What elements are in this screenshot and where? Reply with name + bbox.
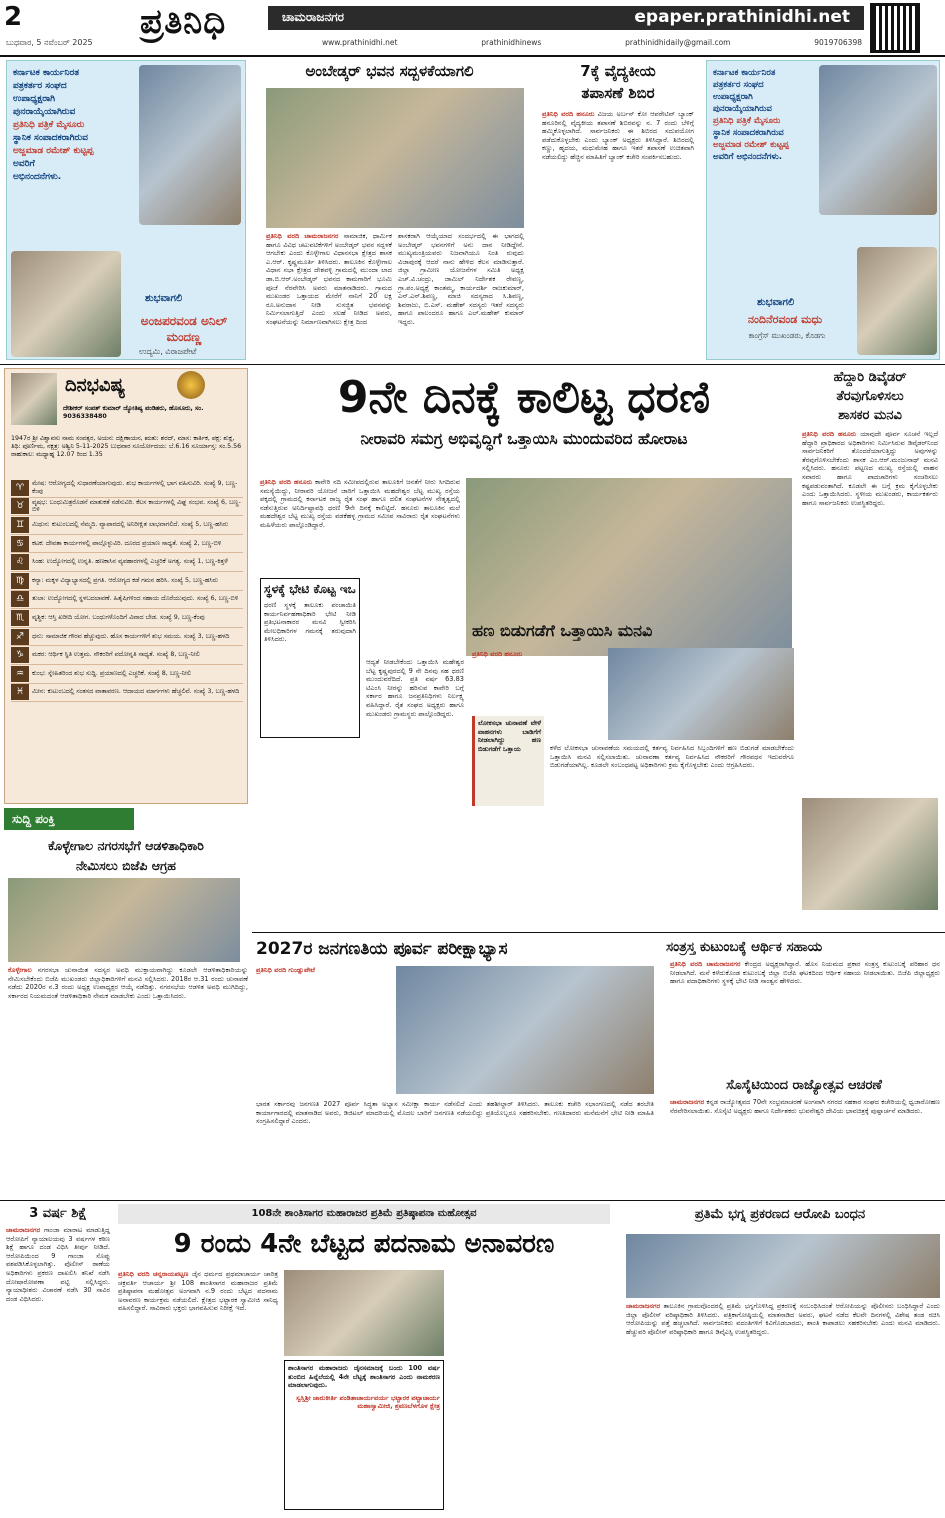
story-rajyotsava: [666, 1076, 942, 1198]
epaper-url[interactable]: epaper.prathinidhi.net: [634, 7, 850, 27]
horoscope-row: [11, 516, 243, 535]
story-health-headline2: ತಪಾಸಣೆ ಶಿಬಿರ: [581, 84, 655, 102]
story-hedari-body: ಯಾವುದೇ ಪೂರ್ವ ಸೂಚನೆ ಇಲ್ಲದೆ ಹೆದ್ದಾರಿ ಪ್ರಾಧಿಕಾರದ ಅಧಿಕಾರಿಗಳು ನಿರ್ಮಿಸಿರುವ ಡಿವೈಡರ್‌ನಿಂದ ಸಾರ್ವಜನಿಕರಿಗೆ ತೊಂದರೆಯಾಗುತ್ತಿದ್ದು ಅವುಗಳನ್ನು ತೆರವುಗೊಳಿಸಬೇಕೆಂದು ಶಾಸಕ ಎಂ.ಆರ್.ಮಂಜುನಾಥ್ ಮನವಿ ಸಲ್ಲಿಸಿದರು. ಹನೂರು ಪಟ್ಟಣದ ಮುಖ್ಯ ರಸ್ತೆಯಲ್ಲಿ ವಾಹನ ಸವಾರರು ಹಾಗೂ ಪಾದಚಾರಿಗಳು ಸಂಚರಿಸಲು ಕಷ್ಟಪಡುವಂತಾಗಿದೆ. ಕೂಡಲೇ ಈ ಬಗ್ಗೆ ಕ್ರಮ ಕೈಗೊಳ್ಳಬೇಕು ಎಂದು ಒತ್ತಾಯಿಸಿದರು. ಸ್ಥಳೀಯ ಮುಖಂಡರು, ಕಾರ್ಯಕರ್ತರು ಹಾಗೂ ಸಾರ್ವಜನಿಕರು ಉಪಸ್ಥಿತರಿದ್ದರು.: [802, 430, 938, 507]
horoscope-signs: [11, 479, 243, 702]
horoscope-text: ಕಟಕ: ದೇವತಾ ಕಾರ್ಯಗಳಲ್ಲಿ ಪಾಲ್ಗೊಳ್ಳುವಿರಿ. ದೂರದ ಪ್ರಯಾಣ ಸಾಧ್ಯತೆ. ಸಂಖ್ಯೆ 2, ಬಣ್ಣ-ಬಿಳಿ: [32, 539, 222, 547]
story-rajyotsava-place: ಚಾಮರಾಜನಗರ: [670, 1098, 705, 1106]
ad-left-line6: ಸ್ಥಾನಿಕ ಸಂಪಾದಕರಾಗಿರುವ: [13, 133, 88, 143]
story-bjp-headline1: ಕೊಳ್ಳೇಗಾಲ ನಗರಸಭೆಗೆ ಆಡಳಿತಾಧಿಕಾರಿ: [48, 838, 204, 853]
ad-right-line3: ಉಪಾಧ್ಯಕ್ಷರಾಗಿ: [713, 92, 753, 102]
horoscope-emblem-icon: [177, 371, 205, 399]
horoscope-row: [11, 665, 243, 684]
story-aid-body: ಕೇಂದ್ರದ ಅಧ್ಯಕ್ಷರಾಗಿದ್ದಾರೆ. ಹೊಸ ನಿಯಮದ ಪ್ರಕಾರ ಸಂತ್ರಸ್ತ ಕುಟುಂಬಕ್ಕೆ ಪರಿಹಾರ ಧನ ನೀಡಲಾಗಿದೆ. ಮನೆ ಕಳೆದುಕೊಂಡ ಕುಟುಂಬಕ್ಕೆ ಜಿಲ್ಲಾ ಬಿಜೆಪಿ ಘಟಕದಿಂದ ಆರ್ಥಿಕ ಸಹಾಯ ನೀಡಲಾಯಿತು. ಬಿಜೆಪಿ ಜಿಲ್ಲಾಧ್ಯಕ್ಷರು ಹಾಗೂ ಪದಾಧಿಕಾರಿಗಳು ಸ್ಥಳಕ್ಕೆ ಭೇಟಿ ನೀಡಿ ಸಾಂತ್ವನ ಹೇಳಿದರು.: [670, 960, 940, 986]
story-aid-byline: ಪ್ರತಿನಿಧಿ ವರದಿ: [670, 960, 703, 968]
story-hedari-place: ಹನೂರು: [838, 430, 857, 438]
page-number: 2: [4, 2, 23, 32]
section-banner: ಸುದ್ದಿ ಪಂಕ್ತಿ: [4, 808, 134, 830]
contact-line: [322, 38, 862, 47]
ad-right-line6: ಸ್ಥಾನಿಕ ಸಂಪಾದಕರಾಗಿರುವ: [713, 128, 784, 138]
story-hana-quote-text: ಲೋಕಸಭಾ ಚುನಾವಣೆ ವೇಳೆ ವಾಹನಗಳು ಬಾಡಿಗೆಗೆ ನೀಡಲಾಗಿದ್ದು ಹಣ ಬಿಡುಗಡೆಗೆ ಒತ್ತಾಯ: [478, 719, 541, 753]
horoscope-text: ಧನು: ಸಾಮಾಜಿಕ ಗೌರವ ಹೆಚ್ಚುವುದು. ಹೊಸ ಕಾರ್ಯಗಳಿಗೆ ಶುಭ ಸಮಯ. ಸಂಖ್ಯೆ 3, ಬಣ್ಣ-ಹಳದಿ: [32, 632, 230, 640]
ad-left-portrait: [139, 65, 241, 225]
horoscope-row: [11, 498, 243, 517]
story-health: [538, 60, 698, 360]
horoscope-row: [11, 684, 243, 703]
story-betta-photo: [284, 1270, 444, 1356]
story-health-headline1: 7ಕ್ಕೆ ವೈದ್ಯಕೀಯ: [580, 62, 656, 80]
story-ambedkar-photo: [266, 88, 524, 228]
story-aid-headline: ಸಂತ್ರಸ್ತ ಕುಟುಂಬಕ್ಕೆ ಆರ್ಥಿಕ ಸಹಾಯ: [666, 939, 823, 955]
story-hedari-headline2: ತೆರವುಗೊಳಿಸಲು: [836, 389, 904, 404]
ad-left-wish: ಶುಭವಾಗಲಿ: [145, 293, 183, 304]
story-shiksha-body: ಗಾಂಜಾ ಮಾರಾಟ ಮಾಡುತ್ತಿದ್ದ ಆರೋಪಿಗೆ ನ್ಯಾಯಾಲಯವು 3 ವರ್ಷಗಳ ಕಠಿಣ ಶಿಕ್ಷೆ ಹಾಗೂ ದಂಡ ವಿಧಿಸಿ ತೀರ್ಪು ನೀಡಿದೆ. ಆರೋಪಿಯಿಂದ 9 ಗಾಂಜಾ ಸೊಪ್ಪು ವಶಪಡಿಸಿಕೊಳ್ಳಲಾಗಿತ್ತು. ಪೊಲೀಸ್ ಠಾಣೆಯ ಅಧಿಕಾರಿಗಳು ಪ್ರಕರಣ ದಾಖಲಿಸಿ ತನಿಖೆ ನಡೆಸಿ ದೋಷಾರೋಪಣಾ ಪಟ್ಟಿ ಸಲ್ಲಿಸಿದ್ದರು. ನ್ಯಾಯಾಧೀಶರು ವಿಚಾರಣೆ ನಡೆಸಿ 30 ಸಾವಿರ ದಂಡ ವಿಧಿಸಿದರು.: [6, 1226, 110, 1303]
zodiac-sign-icon: ♒: [11, 666, 29, 682]
story-bjp-body: ನಗರಸಭಾ ಚುನಾಯಿತ ಸದಸ್ಯರ ಅವಧಿ ಮುಕ್ತಾಯವಾಗಿದ್ದು ಕೂಡಲೇ ಆಡಳಿತಾಧಿಕಾರಿಯನ್ನು ನೇಮಿಸಬೇಕೆಂದು ಬಿಜೆಪಿ ಮುಖಂಡರು ಜಿಲ್ಲಾಧಿಕಾರಿಗಳಿಗೆ ಮನವಿ ಸಲ್ಲಿಸಿದರು. 2018ರ ಆ.31 ರಂದು ಚುನಾವಣೆ ನಡೆದು 2020ರ ನ.3 ರಂದು ಅಧ್ಯಕ್ಷ ಉಪಾಧ್ಯಕ್ಷರ ಆಯ್ಕೆ ನಡೆದಿತ್ತು. ನಗರಸಭೆಯ ಆಡಳಿತ ಅವಧಿ ಮುಗಿದಿದ್ದು, ಸರ್ಕಾರದ ನಿಯಮದಂತೆ ಆಡಳಿತಾಧಿಕಾರಿ ನೇಮಕ ಮಾಡಬೇಕು ಎಂದು ಒತ್ತಾಯಿಸಿದರು.: [8, 966, 248, 1000]
ad-left-line3: ಉಪಾಧ್ಯಕ್ಷರಾಗಿ: [13, 94, 56, 104]
story-hana-body: ಕಳೆದ ಲೋಕಸಭಾ ಚುನಾವಣೆಯ ಸಮಯದಲ್ಲಿ ಕರ್ತವ್ಯ ನಿರ್ವಹಿಸಿದ ಸಿಬ್ಬಂದಿಗಳಿಗೆ ಹಣ ಬಿಡುಗಡೆ ಮಾಡಬೇಕೆಂದು ಒತ್ತಾಯಿಸಿ ಮನವಿ ಸಲ್ಲಿಸಲಾಯಿತು. ಚುನಾವಣಾ ಕರ್ತವ್ಯ ನಿರ್ವಹಿಸಿದ ನೌಕರರಿಗೆ ಗೌರವಧನ ಇದುವರೆಗೂ ಬಿಡುಗಡೆಯಾಗಿಲ್ಲ. ಕೂಡಲೇ ಸಂಬಂಧಪಟ್ಟ ಅಧಿಕಾರಿಗಳು ಕ್ರಮ ಕೈಗೊಳ್ಳಬೇಕು ಎಂದು ಆಗ್ರಹಿಸಿದರು.: [550, 744, 794, 770]
zodiac-sign-icon: ♎: [11, 591, 29, 607]
zodiac-sign-icon: ♏: [11, 610, 29, 626]
ad-right-sponsor-title: ಕಾಂಗ್ರೆಸ್ ಮುಖಂಡರು, ಕೊಡಗು: [748, 331, 826, 340]
ad-left-line8: ಅಭಿನಂದನೆಗಳು.: [13, 172, 62, 182]
story-shiksha: [4, 1204, 112, 1514]
lead-headline: 9ನೇ ದಿನಕ್ಕೆ ಕಾಲಿಟ್ಟ ಧರಣಿ: [337, 372, 711, 423]
horoscope-text: ಮಕರ: ಆರ್ಥಿಕ ಸ್ಥಿತಿ ಉತ್ತಮ. ನೌಕರರಿಗೆ ಪದೋನ್ನತಿ ಸಾಧ್ಯತೆ. ಸಂಖ್ಯೆ 8, ಬಣ್ಣ-ನೀಲಿ: [32, 651, 200, 659]
email-link[interactable]: prathinidhidaily@gmail.com: [625, 38, 731, 47]
horoscope-text: ಮೀನ: ಕುಟುಂಬದಲ್ಲಿ ಸಂತಸದ ವಾತಾವರಣ. ಆದಾಯದ ಮಾರ್ಗಗಳು ಹೆಚ್ಚಲಿವೆ. ಸಂಖ್ಯೆ 3, ಬಣ್ಣ-ಹಳದಿ: [32, 688, 240, 696]
ad-left-name: ಅಜ್ಜಮಾಡ ರಮೇಶ್ ಕುಟ್ಟಪ್ಪ: [13, 146, 94, 156]
ad-right-sponsor-photo: [857, 247, 937, 355]
astrologer-photo: [11, 373, 57, 425]
horoscope-text: ವೃಷಭ: ಬಂಧುಮಿತ್ರರೊಡನೆ ಮಾತುಕತೆ ನಡೆಸುವಿರಿ. ಕೆಲಸ ಕಾರ್ಯಗಳಲ್ಲಿ ವಿಘ್ನ ಸಂಭವ. ಸಂಖ್ಯೆ 6, ಬಣ್ಣ-ಬಿಳಿ: [32, 498, 241, 514]
phone-number: 9019706398: [814, 38, 862, 47]
horoscope-row: [11, 572, 243, 591]
horoscope-row: [11, 553, 243, 572]
story-betta-body: ಜೈನ ಧರ್ಮದ ಪ್ರಥಮಾಚಾರ್ಯ ಚಾರಿತ್ರ ಚಕ್ರವರ್ತಿ ಆಚಾರ್ಯ ಶ್ರೀ 108 ಶಾಂತಿಸಾಗರ ಮಹಾರಾಜರ ಪ್ರತಿಮೆ ಪ್ರತಿಷ್ಠಾಪನಾ ಮಹೋತ್ಸವ ಅಂಗವಾಗಿ ನ.9 ರಂದು ಬೆಟ್ಟದ ಪದನಾಮ ಅನಾವರಣ ಕಾರ್ಯಕ್ರಮ ನಡೆಯಲಿದೆ. ಕ್ಷೇತ್ರದ ಭಟ್ಟಾರಕ ಸ್ವಾಮೀಜಿ ಸಾನಿಧ್ಯ ವಹಿಸಲಿದ್ದಾರೆ. ಸಾವಿರಾರು ಭಕ್ತರು ಭಾಗವಹಿಸುವ ನಿರೀಕ್ಷೆ ಇದೆ.: [118, 1270, 278, 1313]
date-line: ಬುಧವಾರ, 5 ನವೆಂಬರ್ 2025: [6, 38, 93, 47]
horoscope-row: [11, 628, 243, 647]
lead-box: [260, 578, 360, 738]
ad-left-sponsor-title: ಉದ್ಯಮಿ, ವಿರಾಜಪೇಟೆ: [139, 347, 197, 356]
story-ambedkar-byline: ಪ್ರತಿನಿಧಿ ವರದಿ: [266, 232, 300, 240]
ad-right-line4: ಪುನರಾಯ್ಕೆಯಾಗಿರುವ: [713, 104, 772, 114]
lead-body2: ಆದ್ಯತೆ ನೀಡಬೇಕೆಂದು ಒತ್ತಾಯಿಸಿ ಮಹೇಶ್ವರ ಬೆಟ್ಟ ಕೃಷ್ಣಪುರದಲ್ಲಿ 9 ನೇ ದಿನವು ಸಹ ಧರಣಿ ಮುಂದುವರೆದಿದೆ. ಪ್ರತಿ ವರ್ಷ 63.83 ಟಿಎಂಸಿ ನೀರನ್ನು ಹರಿಸುವ ಕಾವೇರಿ ಬಗ್ಗೆ ಸರ್ಕಾರ ಹಾಗೂ ಜನಪ್ರತಿನಿಧಿಗಳು ನಿರ್ಲಕ್ಷ್ಯ ವಹಿಸಿದ್ದಾರೆ. ರೈತ ಸಂಘದ ಅಧ್ಯಕ್ಷರು ಹಾಗೂ ಮುಖಂಡರು ಗ್ರಾಮಸ್ಥರು ಪಾಲ್ಗೊಂಡಿದ್ದರು.: [366, 658, 464, 718]
story-aid: [666, 936, 942, 1072]
story-betta: [118, 1204, 610, 1514]
story-hana: [472, 620, 794, 926]
story-hana-photo: [608, 648, 794, 740]
lead-subheadline: ನೀರಾವರಿ ಸಮಗ್ರ ಅಭಿವೃದ್ಧಿಗೆ ಒತ್ತಾಯಿಸಿ ಮುಂದುವರಿದ ಹೋರಾಟ: [360, 430, 688, 448]
horoscope-text: ತುಲಾ: ಉದ್ಯೋಗದಲ್ಲಿ ಸ್ಥಳಬದಲಾವಣೆ. ಹಿತೈಷಿಗಳಿಂದ ಸಹಾಯ ದೊರೆಯುವುದು. ಸಂಖ್ಯೆ 6, ಬಣ್ಣ-ಬಿಳಿ: [32, 595, 239, 603]
story-census-byline: ಪ್ರತಿನಿಧಿ ವರದಿ: [256, 966, 287, 974]
story-arrest-body: ತಾಲೂಕಿನ ಗ್ರಾಮವೊಂದರಲ್ಲಿ ಪ್ರತಿಮೆ ಭಗ್ನಗೊಳಿಸಿದ್ದ ಪ್ರಕರಣಕ್ಕೆ ಸಂಬಂಧಿಸಿದಂತೆ ಆರೋಪಿಯನ್ನು ಪೊಲೀಸರು ಬಂಧಿಸಿದ್ದಾರೆ ಎಂದು ಜಿಲ್ಲಾ ಪೊಲೀಸ್ ವರಿಷ್ಠಾಧಿಕಾರಿ ತಿಳಿಸಿದರು. ಪತ್ರಿಕಾಗೋಷ್ಠಿಯಲ್ಲಿ ಮಾತನಾಡಿದ ಅವರು, ಘಟನೆ ನಡೆದ ಕೆಲವೇ ದಿನಗಳಲ್ಲಿ ವಿಶೇಷ ತಂಡ ರಚಿಸಿ ಆರೋಪಿಯನ್ನು ಪತ್ತೆ ಹಚ್ಚಲಾಗಿದೆ. ಸಾರ್ವಜನಿಕರು ವದಂತಿಗಳಿಗೆ ಕಿವಿಗೊಡಬಾರದು, ಶಾಂತಿ ಕಾಪಾಡಲು ಸಹಕರಿಸಬೇಕು ಎಂದು ಮನವಿ ಮಾಡಿದರು. ಹೆಚ್ಚುವರಿ ಪೊಲೀಸ್ ವರಿಷ್ಠಾಧಿಕಾರಿ ಹಾಗೂ ಡಿವೈಎಸ್ಪಿ ಉಪಸ್ಥಿತರಿದ್ದರು.: [626, 1302, 940, 1336]
story-hana-place: ಹನೂರು: [504, 650, 523, 658]
story-health-place: ಹನೂರು: [576, 110, 595, 118]
ad-left-line1: ಕರ್ನಾಟಕ ಕಾರ್ಯನಿರತ: [13, 68, 80, 78]
ad-right-line7: ಅವರಿಗೆ ಅಭಿನಂದನೆಗಳು.: [713, 152, 782, 162]
story-betta-kicker: 108ನೇ ಶಾಂತಿಸಾಗರ ಮಹಾರಾಜರ ಪ್ರತಿಮೆ ಪ್ರತಿಷ್ಠಾಪನಾ ಮಹೋತ್ಸವ: [118, 1204, 610, 1224]
story-ambedkar-place: ಚಾಮರಾಜನಗರ: [304, 232, 339, 240]
story-bjp-photo: [8, 878, 240, 962]
story-hana-headline: ಹಣ ಬಿಡುಗಡೆಗೆ ಒತ್ತಾಯಿಸಿ ಮನವಿ: [472, 621, 653, 640]
zodiac-sign-icon: ♍: [11, 573, 29, 589]
story-arrest-headline: ಪ್ರತಿಮೆ ಭಗ್ನ ಪ್ರಕರಣದ ಆರೋಪಿ ಬಂಧನ: [694, 1207, 866, 1222]
story-rajyotsava-body: ಕನ್ನಡ ರಾಜ್ಯೋತ್ಸವದ 70ನೇ ಸಂಭ್ರಮಾಚರಣೆ ಅಂಗವಾಗಿ ನಗರದ ಸಹಕಾರ ಸಂಘದ ಕಚೇರಿಯಲ್ಲಿ ಧ್ವಜಾರೋಹಣ ನೆರವೇರಿಸಲಾಯಿತು. ಸೊಸೈಟಿ ಅಧ್ಯಕ್ಷರು ಹಾಗೂ ನಿರ್ದೇಶಕರು ಭುವನೇಶ್ವರಿ ದೇವಿಯ ಭಾವಚಿತ್ರಕ್ಕೆ ಪುಷ್ಪಾರ್ಚನೆ ಮಾಡಿದರು.: [670, 1098, 940, 1115]
story-betta-col3: [450, 1270, 610, 1510]
horoscope-text: ಕನ್ಯಾ: ಮಕ್ಕಳ ವಿದ್ಯಾಭ್ಯಾಸದಲ್ಲಿ ಪ್ರಗತಿ. ಆರೋಗ್ಯದ ಕಡೆ ಗಮನ ಹರಿಸಿ. ಸಂಖ್ಯೆ 5, ಬಣ್ಣ-ಹಸಿರು: [32, 576, 218, 584]
story-betta-place: ಚನ್ನರಾಯಪಟ್ಟಣ: [152, 1270, 189, 1278]
horoscope-row: [11, 479, 243, 498]
story-census: [256, 936, 656, 1198]
horoscope-text: ಮಿಥುನ: ಕುಟುಂಬದಲ್ಲಿ ನೆಮ್ಮದಿ. ವ್ಯಾಪಾರದಲ್ಲಿ ಅನಿರೀಕ್ಷಿತ ಲಾಭವಾಗಲಿದೆ. ಸಂಖ್ಯೆ 5, ಬಣ್ಣ-ಹಸಿರು: [32, 521, 229, 529]
story-rajyotsava-headline: ಸೊಸೈಟಿಯಿಂದ ರಾಜ್ಯೋತ್ಸವ ಆಚರಣೆ: [726, 1078, 882, 1093]
horoscope-row: [11, 609, 243, 628]
ad-left: [6, 60, 246, 360]
story-health-body: ವಿಜಯ ಅರ್ಬನ್ ಕೋ ಆಪರೇಟಿವ್ ಬ್ಯಾಂಕ್ ಹನೂರಿನಲ್ಲಿ ವೈದ್ಯಕೀಯ ತಪಾಸಣೆ ಶಿಬಿರವನ್ನು ನ. 7 ರಂದು ಬೆಳಿಗ್ಗೆ ಹಮ್ಮಿಕೊಳ್ಳಲಾಗಿದೆ. ಸಾರ್ವಜನಿಕರು ಈ ಶಿಬಿರದ ಸದುಪಯೋಗ ಪಡೆದುಕೊಳ್ಳಬೇಕು ಎಂದು ಬ್ಯಾಂಕ್ ಅಧ್ಯಕ್ಷರು ತಿಳಿಸಿದ್ದಾರೆ. ಶಿಬಿರದಲ್ಲಿ ಕಣ್ಣು, ಹೃದಯ, ಮಧುಮೇಹ ಹಾಗೂ ಇತರೆ ತಪಾಸಣೆ ಉಚಿತವಾಗಿ ನಡೆಯಲಿದ್ದು ಹೆಚ್ಚಿನ ಮಾಹಿತಿಗೆ ಬ್ಯಾಂಕ್ ಕಚೇರಿ ಸಂಪರ್ಕಿಸಬಹುದು.: [542, 110, 694, 161]
ad-right-line1: ಕರ್ನಾಟಕ ಕಾರ್ಯನಿರತ: [713, 68, 776, 78]
story-bjp-text: [8, 966, 248, 1192]
story-hedari-photo: [802, 798, 938, 910]
story-hedari-headline3: ಶಾಸಕರ ಮನವಿ: [838, 408, 902, 423]
horoscope-row: [11, 535, 243, 554]
story-hana-quote: [472, 716, 544, 806]
ad-right-line5: ಪ್ರತಿನಿಧಿ ಪತ್ರಿಕೆ ಮೈಸೂರು: [713, 116, 781, 126]
ad-left-line5: ಪ್ರತಿನಿಧಿ ಪತ್ರಿಕೆ ಮೈಸೂರು: [13, 120, 85, 130]
lead-byline: ಪ್ರತಿನಿಧಿ ವರದಿ: [260, 478, 292, 486]
horoscope-text: ವೃಶ್ಚಿಕ: ಆಸ್ತಿ ಖರೀದಿ ಯೋಗ. ಬಂಧುಗಳೊಂದಿಗೆ ವಿವಾದ ಬೇಡ. ಸಂಖ್ಯೆ 9, ಬಣ್ಣ-ಕೆಂಪು: [32, 614, 205, 622]
story-shiksha-headline: 3 ವರ್ಷ ಶಿಕ್ಷೆ: [29, 1206, 87, 1221]
zodiac-sign-icon: ♋: [11, 536, 29, 552]
story-census-headline: 2027ರ ಜನಗಣತಿಯ ಪೂರ್ವ ಪರೀಕ್ಷಾಭ್ಯಾಸ: [256, 939, 508, 959]
horoscope-title: ದಿನಭವಿಷ್ಯ: [65, 375, 126, 396]
zodiac-sign-icon: ♊: [11, 517, 29, 533]
zodiac-sign-icon: ♈: [11, 480, 29, 496]
story-arrest: [618, 1204, 942, 1514]
story-census-body: ಭಾರತ ಸರ್ಕಾರವು ಜನಗಣತಿ 2027 ಪೂರ್ವ ಸಿದ್ಧತಾ ಅಭ್ಯಾಸ ಸಮೀಕ್ಷಾ ಕಾರ್ಯ ನಡೆಸಲಿದೆ ಎಂದು ತಹಶೀಲ್ದಾರ್ ತಿಳಿಸಿದರು. ತಾಲೂಕು ಕಚೇರಿ ಸಭಾಂಗಣದಲ್ಲಿ ನಡೆದ ತರಬೇತಿ ಕಾರ್ಯಾಗಾರದಲ್ಲಿ ಮಾತನಾಡಿದ ಅವರು, ಡಿಜಿಟಲ್ ಮಾದರಿಯಲ್ಲಿ ಮೊದಲ ಬಾರಿಗೆ ಜನಗಣತಿ ನಡೆಯಲಿದ್ದು ಪ್ರತಿಯೊಬ್ಬರೂ ಸಹಕರಿಸಬೇಕು. ಗಣತಿದಾರರು ಮನೆಮನೆಗೆ ಭೇಟಿ ನೀಡಿ ಮಾಹಿತಿ ಸಂಗ್ರಹಿಸಲಿದ್ದಾರೆ ಎಂದರು.: [256, 1100, 654, 1126]
story-betta-quote: [284, 1360, 444, 1510]
astrologer-info: ದೇಶೀಕರ್ ಸಂಪತ್ ಕುಮಾರ್ ಜ್ಯೋತಿಷ್ಯ ಪಂಡಿತರು, ಹೊಸೂರು, ಸಂ. 9036338480: [63, 405, 204, 420]
ad-left-line2: ಪತ್ರಕರ್ತರ ಸಂಘದ: [13, 81, 67, 91]
story-betta-quote-author: ಸ್ವಸ್ತಿಶ್ರೀ ಚಾರುಕೀರ್ತಿ ಪಂಡಿತಾಚಾರ್ಯವರ್ಯ ಭಟ್ಟಾರಕ ಪಟ್ಟಾಚಾರ್ಯ ಮಹಾಸ್ವಾಮೀಜಿ, ಶ್ರವಣಬೆಳಗೊಳ ಕ್ಷೇತ್ರ: [296, 1393, 440, 1411]
horoscope-text: ಸಿಂಹ: ಉದ್ಯೋಗದಲ್ಲಿ ಉನ್ನತಿ. ಹಣಕಾಸಿನ ವ್ಯವಹಾರಗಳಲ್ಲಿ ಎಚ್ಚರಿಕೆ ಅಗತ್ಯ. ಸಂಖ್ಯೆ 1, ಬಣ್ಣ-ಕಿತ್ತಳೆ: [32, 558, 228, 566]
zodiac-sign-icon: ♌: [11, 554, 29, 570]
edition-name: ಚಾಮರಾಜನಗರ: [282, 10, 345, 24]
story-betta-quote-text: ಶಾಂತಿಸಾಗರ ಮಹಾರಾಜರು ಜೈನಸಮಾಜಕ್ಕೆ ಬಂದು 100 ವರ್ಷ ತುಂಬಿದ ಹಿನ್ನೆಲೆಯಲ್ಲಿ 4ನೇ ಬೆಟ್ಟಕ್ಕೆ ಶಾಂತಿಸಾಗರ ಎಂದು ನಾಮಕರಣ ಮಾಡಲಾಗುವುದು.: [288, 1364, 440, 1390]
lead-body1: ಕಾವೇರಿ ನದಿ ಸಮೀಪದಲ್ಲಿರುವ ತಾಲೂಕಿಗೆ ಜನತೆಗೆ ನೀರು ಸಿಗದಿರುವ ಸಮಸ್ಯೆಯಿದ್ದು, ನೀರಾವರಿ ಯೋಜನೆ ಜಾರಿಗೆ ಒತ್ತಾಯಿಸಿ ಮಹದೇಶ್ವರ ಬೆಟ್ಟ ಮುಖ್ಯ ರಸ್ತೆಯ ಪಕ್ಕದಲ್ಲಿ ಗ್ರಾಮದಲ್ಲಿ ಕರ್ನಾಟಕ ರಾಜ್ಯ ರೈತ ಸಂಘ ಹಾಗೂ ದಲಿತ ಸಂಘಟನೆಗಳ ನೇತೃತ್ವದಲ್ಲಿ ನಡೆಸುತ್ತಿರುವ ಅನಿರ್ದಿಷ್ಟಾವಧಿ ಧರಣಿ 9ನೇ ದಿನಕ್ಕೆ ಕಾಲಿಟ್ಟಿದೆ. ಹನೂರು ತಾಲೂಕಿನ ಮಲೆ ಮಹದೇಶ್ವರ ಬೆಟ್ಟ ಮುಖ್ಯ ರಸ್ತೆಯ ವಡಕೆಹಳ್ಳ ಗ್ರಾಮದ ಸಮೀಪ ಸಾವಿರಾರು ರೈತ ಸಂಘಟನೆಗಳು ಮಹಿಳೆಯರು ಪಾಲ್ಗೊಂಡಿದ್ದಾರೆ.: [260, 478, 460, 529]
horoscope: [4, 368, 248, 804]
story-ambedkar-headline: ಅಂಬೇಡ್ಕರ್ ಭವನ ಸದ್ಬಳಕೆಯಾಗಲಿ: [305, 62, 474, 80]
story-shiksha-place: ಚಾಮರಾಜನಗರ: [6, 1226, 41, 1234]
zodiac-sign-icon: ♐: [11, 629, 29, 645]
ad-right-wish: ಶುಭವಾಗಲಿ: [757, 297, 795, 308]
ad-left-sponsor-photo: [11, 251, 121, 357]
website-link[interactable]: www.prathinidhi.net: [322, 38, 398, 47]
edition-bar: [268, 6, 864, 30]
masthead-logo: ಪ್ರತಿನಿಧಿ: [140, 2, 227, 42]
story-arrest-photo: [626, 1234, 940, 1298]
story-hana-byline: ಪ್ರತಿನಿಧಿ ವರದಿ: [472, 650, 503, 658]
story-health-byline: ಪ್ರತಿನಿಧಿ ವರದಿ: [542, 110, 574, 118]
story-bjp-byline: ಕೊಳ್ಳೇಗಾಲ: [8, 966, 32, 974]
story-hedari: [800, 368, 940, 928]
ad-right-name: ಅಜ್ಜಮಾಡ ರಮೇಶ್ ಕುಟ್ಟಪ್ಪ: [713, 140, 789, 150]
story-hedari-byline: ಪ್ರತಿನಿಧಿ ವರದಿ: [802, 430, 835, 438]
story-bjp-headline2: ನೇಮಿಸಲು ಬಿಜೆಪಿ ಆಗ್ರಹ: [76, 858, 176, 873]
horoscope-row: [11, 646, 243, 665]
zodiac-sign-icon: ♓: [11, 684, 29, 700]
ad-right-portrait: [819, 65, 937, 215]
ad-left-line4: ಪುನರಾಯ್ಕೆಯಾಗಿರುವ: [13, 107, 76, 117]
ad-right-line2: ಪತ್ರಕರ್ತರ ಸಂಘದ: [713, 80, 764, 90]
zodiac-sign-icon: ♑: [11, 647, 29, 663]
lead-box-title: ಸ್ಥಳಕ್ಕೆ ಭೇಟಿ ಕೊಟ್ಟ ಇಒ: [264, 582, 356, 596]
zodiac-sign-icon: ♉: [11, 498, 29, 514]
ad-right-sponsor: ನಂದಿನೆರವಂಡ ಮಧು: [747, 313, 823, 326]
story-ambedkar-col2: ಶಾಸಕರಾಗಿ ಆಯ್ಕೆಯಾದ ಸಂದರ್ಭದಲ್ಲಿ ಈ ಭಾಗದಲ್ಲಿ ಅಂಬೇಡ್ಕರ್ ಭವನಗಳಿಗೆ ಅನು ದಾನ ನೀಡಿದ್ದೇನೆ. ಮುಖ್ಯಮಂತ್ರಿಯವರು ನಿಜವಾಗಿಯೂ ನಿಂತಿ ರುವುದು ವಿಜಾಪುರಕ್ಕೆ ಆದರೆ ನಾನು ಹೇಳಿದ ಕೆಲಸ ಮಾಡಿಸುತ್ತಾರೆ. ಜಿಲ್ಲಾ ಗ್ರಾಮೀಣ ಯೋಜನೆಗಳ ಸಮಿತಿ ಅಧ್ಯಕ್ಷ ಎಚ್.ವಿ.ಚಂದ್ರು, ಜಾಮಿಲ್ ನಿರ್ದೇಶಕ ರೇವಣ್ಣ, ಗ್ರಾ.ಪಂ.ಅಧ್ಯಕ್ಷೆ ಕಾಂತಮ್ಮ, ಕಾರ್ಯದರ್ಶಿ ರಾಜಕುಮಾರ್, ಎನ್.ಎನ್.ಶಿವಣ್ಣ, ಮಾಜಿ ಸದಸ್ಯರಾದ ಸಿ.ಶಿವಣ್ಣ, ಶಿವರಾಜು, ಬಿ.ಎಸ್. ಮಹೇಶ್ ಸದಸ್ಯರು ಇತರೆ ಸದಸ್ಯರು ಹಾಗೂ ಪಾಲಂದರೂ ಹಾಗೂ ಎಲ್.ಮಹೇಶ್ ಕುಮಾರ್ ಇದ್ದರು.: [398, 232, 524, 326]
masthead: [0, 0, 945, 56]
social-handle[interactable]: prathinidhinews: [481, 38, 542, 47]
story-hedari-headline1: ಹೆದ್ದಾರಿ ಡಿವೈಡರ್: [833, 370, 907, 385]
ad-left-sponsor: ಅಂಜಪರವಂಡ ಅನಿಲ್ ಮಂದಣ್ಣ: [140, 314, 228, 344]
story-census-place: ಗುಂಡ್ಲುಪೇಟೆ: [288, 966, 315, 974]
story-aid-place: ಚಾಮರಾಜನಗರ: [706, 960, 741, 968]
horoscope-text: ಮೇಷ: ಆರೋಗ್ಯದಲ್ಲಿ ಸುಧಾರಣೆಯಾಗುವುದು. ಶುಭ ಕಾರ್ಯಗಳಲ್ಲಿ ಭಾಗ ವಹಿಸುವಿರಿ. ಸಂಖ್ಯೆ 9, ಬಣ್ಣ-ಕೆಂಪು: [32, 480, 238, 495]
story-arrest-place: ಚಾಮರಾಜನಗರ: [626, 1302, 661, 1310]
lead-place: ಹನೂರು: [294, 478, 313, 486]
story-betta-byline: ಪ್ರತಿನಿಧಿ ವರದಿ: [118, 1270, 150, 1278]
panchanga: 1947ರ ಶ್ರೀ ವಿಶ್ವಾವಸು ನಾಮ ಸಂವತ್ಸರ, ಅಯನ: ದಕ್ಷಿಣಾಯನ, ಋತು: ಶರದ್, ಮಾಸ: ಕಾರ್ತಿಕ, ಪಕ್ಷ: ಶುಕ್ಲ, ತಿಥಿ: ಪೂರ್ಣಿಮ, ನಕ್ಷತ್ರ: ಅಶ್ವಿನಿ 5-11-2025 ಬುಧವಾರ ಸೂರ್ಯೋದಯ: ಬೆ.6.16 ಸೂರ್ಯಾಸ್ತ: ಸಂ.5.56 ರಾಹುಕಾಲ: ಮಧ್ಯಾಹ್ನ 12.07 ರಿಂದ 1.35: [11, 435, 242, 458]
story-census-photo: [396, 966, 654, 1094]
story-ambedkar: [252, 60, 527, 360]
lead-box-body: ಧರಣಿ ಸ್ಥಳಕ್ಕೆ ತಾಲೂಕು ಪಂಚಾಯಿತಿ ಕಾರ್ಯನಿರ್ವಹಣಾಧಿಕಾರಿ ಭೇಟಿ ನೀಡಿ ಪ್ರತಿಭಟನಾಕಾರರ ಮನವಿ ಸ್ವೀಕರಿಸಿ ಮೇಲಧಿಕಾರಿಗಳ ಗಮನಕ್ಕೆ ತರುವುದಾಗಿ ತಿಳಿಸಿದರು.: [264, 601, 356, 644]
horoscope-row: [11, 591, 243, 610]
horoscope-text: ಕುಂಭ: ಸ್ನೇಹಿತರಿಂದ ಶುಭ ಸುದ್ದಿ. ಪ್ರಯಾಣದಲ್ಲಿ ಎಚ್ಚರಿಕೆ. ಸಂಖ್ಯೆ 8, ಬಣ್ಣ-ನೀಲಿ: [32, 669, 191, 677]
ad-left-line7: ಅವರಿಗೆ: [13, 159, 35, 169]
ad-right: [706, 60, 940, 360]
story-ambedkar-col1: ಸಾಮಾಜಿಕ, ಧಾರ್ಮಿಕ ಹಾಗೂ ವಿವಿಧ ಚಟುವಟಿಕೆಗಳಿಗೆ ಅಂಬೇಡ್ಕರ್ ಭವನ ಸದ್ಬಳಕೆ ಆಗಬೇಕು ಎಂದು ಕೊಳ್ಳೇಗಾಲ ವಿಧಾನಸಭಾ ಕ್ಷೇತ್ರದ ಶಾಸಕ ಎ.ಆರ್. ಕೃಷ್ಣಮೂರ್ತಿ ತಿಳಿಸಿದರು. ತಾಲೂಕಿನ ಕೊಳ್ಳೇಗಾಲ ವಿಧಾನ ಸಭಾ ಕ್ಷೇತ್ರದ ದೇಶವಳ್ಳಿ ಗ್ರಾಮದಲ್ಲಿ ಮುಂದಾ ಲಾದ ಡಾ.ಬಿ.ಆರ್.ಅಂಬೇಡ್ಕರ್ ಭವನದ ಕಾಮಗಾರಿಗೆ ಭೂಮಿ ಪೂಜೆ ನೆರವೇರಿಸಿ ಅವರು ಮಾತನಾಡಿದರು. ಗ್ರಾಮದ ಮುಖಂಡರ ಒತ್ತಾಯದ ಮೇರೆಗೆ ನಾನಿಗೆ 20 ಲಕ್ಷ ರೂ.ಅನುದಾನ ನೀಡಿ ಸುಸಜ್ಜಿತ ಭವನವನ್ನು ನಿರ್ಮಿಸಲಾಗುತ್ತಿದೆ ಎಂದು ಸಲಹೆ ನೀಡಿದ ಅವರು, ಸಂಘಟನೆಯನ್ನು ನಿರ್ಮಾಣವಾಗಿಸಲು ಕ್ಷೇತ್ರ ದಿಂದ: [266, 232, 392, 326]
qr-code: [870, 3, 920, 53]
story-betta-headline: 9 ರಂದು 4ನೇ ಬೆಟ್ಟದ ಪದನಾಮ ಅನಾವರಣ: [173, 1229, 555, 1259]
